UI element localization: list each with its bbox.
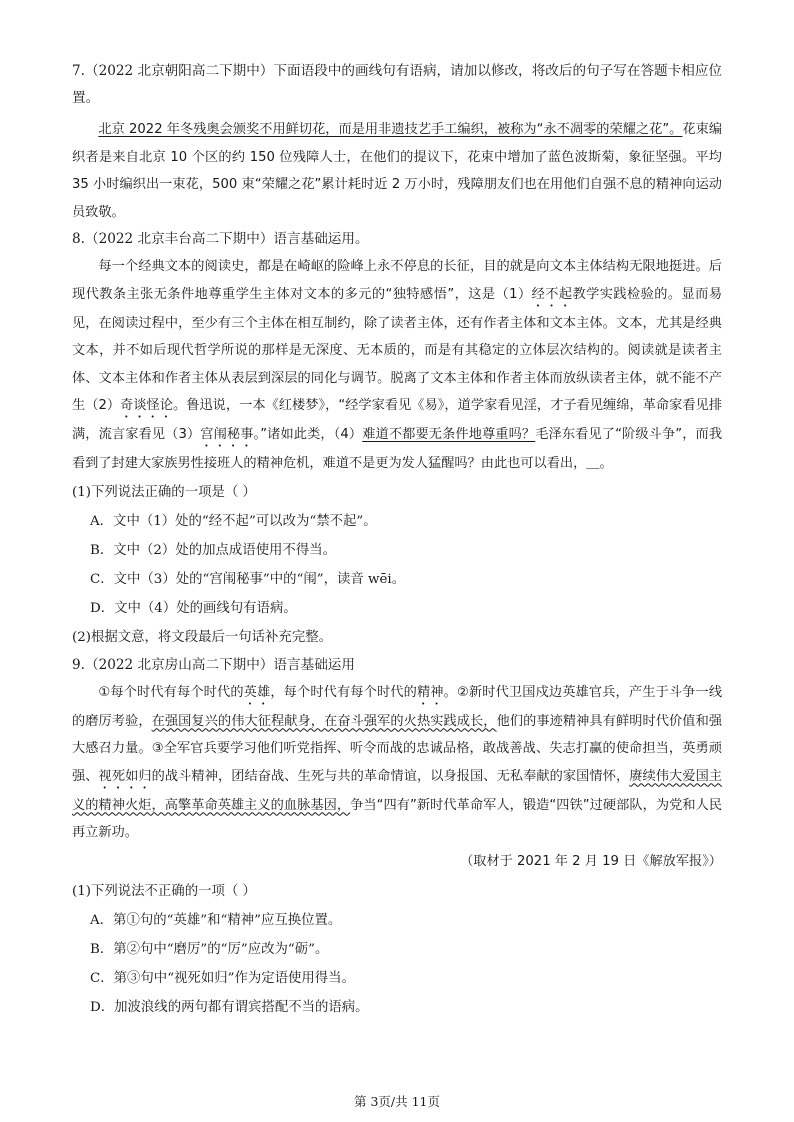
q8-text-4: 。”诸如此类，（4） [253, 427, 363, 442]
q8-text-5: 毛泽东看见了“阶级斗争”，而我看到了封建大家族男性接班人的精神危机，难道不是更为发人猛醒吗？由此也可以看出，＿。 [72, 427, 723, 471]
question-7-passage [72, 116, 722, 226]
q9-text-1: ①每个时代有每个时代的 [98, 684, 244, 700]
question-8-option-a: A．文中（1）处的“经不起”可以改为“禁不起”。 [90, 513, 377, 529]
q8-dotted-gongweimishi: 宫闱秘事 [200, 427, 254, 442]
question-8-passage [72, 253, 722, 478]
question-7-header: 7.（2022 北京朝阳高二下期中）下面语段中的画线句有语病，请加以修改，将改后的句子写在答题卡相应位置。 [72, 63, 723, 106]
question-9-option-b: B．第②句中“磨厉”的“厉”应改为“砺”。 [90, 941, 329, 957]
q8-dotted-jingbuqi: 经不起 [531, 286, 573, 302]
q9-dotted-yingxiong: 英雄 [243, 684, 271, 700]
q9-wavy-sentence-1: 在强国复兴的伟大征程献身，在奋斗强军的火热实践成长， [151, 713, 497, 729]
q9-wavy-sentence-2: 赓续伟大爱国主义的精神火炬，高擎革命英雄主义的血脉基因， [72, 768, 723, 813]
question-9-option-a: A．第①句的“英雄”和“精神”应互换位置。 [90, 912, 342, 928]
question-9-option-c: C．第③句中“视死如归”作为定语使用得当。 [90, 970, 355, 986]
q8-dotted-qitanguailun: 奇谈怪论 [120, 398, 174, 413]
question-8-option-d: D．文中（4）处的画线句有语病。 [90, 600, 297, 616]
q8-text-3: 。鲁迅说，一本《红楼梦》，“经学家看见《易》，道学家看见淫，才子看见缠绵，革命家看见排满，流言家看见（3） [72, 398, 723, 442]
q9-text-3: 。②新时代卫国戍边英雄官兵，产生于斗争一线的磨厉考验， [72, 684, 723, 729]
question-9-header: 9.（2022 北京房山高二下期中）语言基础运用 [72, 656, 355, 673]
question-8-header: 8.（2022 北京丰台高二下期中）语言基础运用。 [72, 231, 369, 247]
q8-text-2: 教学实践检验的。显而易见，在阅读过程中，至少有三个主体在相互制约，除了读者主体，还有作者主体和文本主体。文本，尤其是经典文本，并不如后现代哲学所说的那样是无深度、无本质的，而是有其稳定的立体层次结构的。阅读就是读者主体、文本主体和作者主体从表层到深层的同化与调节。脱离了文本主体和作者主体而放纵读者主体，就不能不产生（2） [72, 286, 723, 413]
question-9-option-d: D．加波浪线的两句都有谓宾搭配不当的语病。 [90, 999, 369, 1015]
q9-text-2: ，每个时代有每个时代的 [270, 684, 417, 700]
question-7-underlined-sentence: 北京 2022 年冬残奥会颁奖不用鲜切花，而是用非遗技艺手工编织，被称为“永不凋零的荣耀之花”。 [98, 122, 683, 137]
q9-text-4: 他们的事迹精神具有鲜明时代价值和强大感召力量。③全军官兵要学习他们听党指挥、听令而战的忠诚品格，敢战善战、失志打赢的使命担当，英勇顽强、 [72, 713, 723, 784]
question-8-sub-2: (2)根据文意，将文段最后一句话补充完整。 [72, 629, 332, 645]
q9-text-5: 的战斗精神，团结奋战、生死与共的革命情谊，以身报国、无私奉献的家国情怀， [151, 768, 630, 784]
question-9-sub-1: (1)下列说法不正确的一项（ ） [72, 883, 256, 899]
q8-underlined-sentence: 难道不都要无条件地尊重吗？ [362, 427, 536, 442]
page-footer: 第 3页/共 11页 [353, 1094, 441, 1109]
q9-text-6: 争当“四有”新时代革命军人，锻造“四铁”过硬部队，为党和人民再立新功。 [72, 797, 722, 840]
q9-dotted-shisiruogui: 视死如归 [98, 768, 152, 784]
q8-text-1: 每一个经典文本的阅读史，都是在崎岖的险峰上永不停息的长征，目的就是向文本主体结构无限地挺进。后现代教条主张无条件地尊重学生主体对文本的多元的“独特感悟”，这是（1） [72, 259, 722, 302]
q9-dotted-jingshen: 精神 [416, 684, 444, 700]
question-9-passage [72, 679, 722, 847]
exam-page [72, 58, 722, 1022]
question-8-option-c: C．文中（3）处的“宫闱秘事”中的“闱”，读音 wēi。 [90, 571, 406, 587]
question-8-sub-1: (1)下列说法正确的一项是（ ） [72, 484, 256, 500]
question-7-passage-rest: 花束编织者是来自北京 10 个区的约 150 位残障人士，在他们的提议下，花束中增加了蓝色波斯菊，象征坚强。平均 35 小时编织出一束花，500 束“荣耀之花”累计耗时近 2 万小时，残障朋友们也在用他们自强不息的精神向运动员致敬。 [72, 122, 723, 220]
question-8-option-b: B．文中（2）处的加点成语使用不得当。 [90, 542, 336, 558]
question-9-source: （取材于 2021 年 2 月 19 日《解放军报》） [460, 853, 722, 869]
